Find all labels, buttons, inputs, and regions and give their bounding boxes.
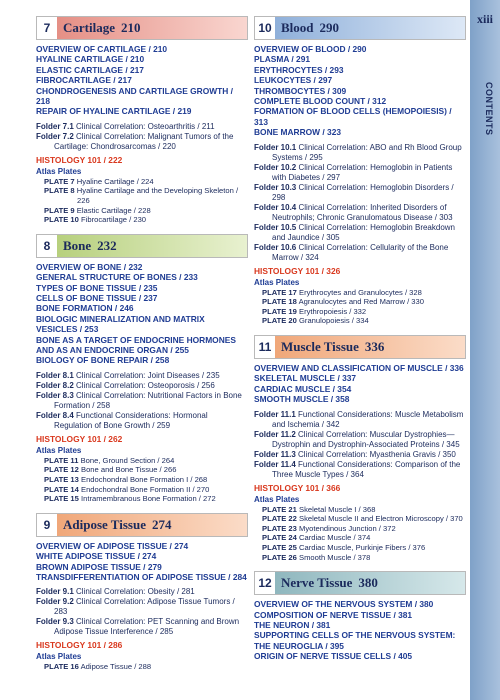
folder-text: Functional Considerations: Muscle Metabolism and Ischemia / 342 (272, 409, 464, 429)
folder-entry[interactable] (36, 371, 248, 381)
plate-label: PLATE 23 (262, 523, 297, 533)
plate-text: Agranulocytes and Red Marrow / 330 (298, 297, 424, 307)
folder-label: Folder 10.3 (254, 182, 297, 192)
plate-text: Myotendinous Junction / 372 (299, 523, 396, 533)
plate-text: Erythropoiesis / 332 (299, 306, 367, 316)
plate-text: Smooth Muscle / 378 (299, 552, 371, 562)
section-link[interactable]: FORMATION OF BLOOD CELLS (HEMOPOIESIS) / 313 (254, 106, 452, 127)
folder-label: Folder 9.2 (36, 597, 74, 607)
plate-entry[interactable] (254, 543, 466, 553)
plate-label: PLATE 17 (262, 287, 297, 297)
chapter-10-header[interactable] (254, 16, 466, 40)
chapter-9-header[interactable] (36, 513, 248, 537)
folder-text: Clinical Correlation: Cellularity of the Bone Marrow / 324 (272, 242, 449, 262)
folder-label: Folder 8.4 (36, 410, 74, 420)
folder-label: Folder 10.1 (254, 142, 297, 152)
contents-label: CONTENTS (484, 82, 494, 136)
plate-entry[interactable] (254, 307, 466, 317)
folder-text: Clinical Correlation: Inherited Disorders of Neutrophils; Chronic Granulomatous Disease / 303 (272, 202, 453, 222)
histology-link[interactable]: HISTOLOGY 101 / 366 (254, 482, 341, 493)
histology-link[interactable]: HISTOLOGY 101 / 262 (36, 433, 123, 444)
section-link[interactable]: REPAIR OF HYALINE CARTILAGE / 219 (36, 106, 192, 117)
plate-entry[interactable] (36, 465, 248, 475)
plate-entry[interactable] (254, 297, 466, 307)
folder-entry[interactable] (36, 587, 248, 597)
atlas-plates-heading: Atlas Plates (254, 277, 300, 287)
page-number: xiii (476, 12, 493, 26)
plate-text: Cardiac Muscle / 374 (299, 533, 371, 543)
plate-text: Adipose Tissue / 288 (80, 662, 152, 672)
folder-text: Clinical Correlation: Hemoglobin Breakdown and Jaundice / 305 (272, 222, 456, 242)
plate-entry[interactable] (254, 524, 466, 534)
atlas-plates-heading: Atlas Plates (36, 652, 82, 662)
plate-entry[interactable] (36, 475, 248, 485)
folder-label: Folder 9.1 (36, 587, 74, 597)
plate-entry[interactable] (254, 514, 466, 524)
section-link[interactable]: TYPES OF BONE TISSUE / 235 (36, 282, 158, 293)
folder-label: Folder 10.6 (254, 242, 297, 252)
section-link[interactable]: CARDIAC MUSCLE / 354 (254, 383, 352, 394)
folder-label: Folder 8.1 (36, 370, 74, 380)
folder-label: Folder 7.2 (36, 131, 74, 141)
folder-label: Folder 11.2 (254, 429, 296, 439)
histology-link[interactable]: HISTOLOGY 101 / 222 (36, 154, 123, 165)
plate-label: PLATE 26 (262, 552, 297, 562)
plate-entry[interactable] (36, 186, 248, 205)
chapter-title-bar (275, 336, 465, 358)
chapter-title: Bone (63, 237, 92, 253)
chapter-number: 7 (37, 21, 57, 35)
section-link[interactable]: THE NEURON / 381 (254, 620, 331, 631)
folder-entry[interactable] (36, 391, 248, 411)
plate-text: Intramembranous Bone Formation / 272 (81, 494, 216, 504)
section-link[interactable]: SMOOTH MUSCLE / 358 (254, 394, 350, 405)
folder-entry[interactable] (254, 143, 466, 163)
plate-text: Endochondral Bone Formation II / 270 (81, 484, 210, 494)
left-column (36, 16, 248, 672)
chapter-number: 12 (255, 576, 275, 590)
plate-text: Erythrocytes and Granulocytes / 328 (299, 287, 422, 297)
chapter-number: 9 (37, 518, 57, 532)
plate-entry[interactable] (254, 288, 466, 298)
plate-label: PLATE 12 (44, 465, 79, 475)
chapter-title: Cartilage (63, 20, 115, 35)
folder-entry[interactable] (36, 122, 248, 132)
section-link[interactable]: OVERVIEW AND CLASSIFICATION OF MUSCLE / 336 (254, 363, 464, 374)
plate-text: Skeletal Muscle I / 368 (299, 504, 376, 514)
folder-label: Folder 11.3 (254, 449, 296, 459)
section-link[interactable]: SUPPORTING CELLS OF THE NERVOUS SYSTEM: THE NEUROGLIA / 395 (254, 630, 456, 651)
folder-text: Clinical Correlation: Muscular Dystrophies—Dystrophin and Dystrophin-Associated Proteins / 345 (272, 429, 460, 449)
section-link[interactable]: THROMBOCYTES / 309 (254, 85, 347, 96)
plate-text: Hyaline Cartilage / 224 (76, 176, 154, 186)
section-link[interactable]: BIOLOGY OF BONE REPAIR / 258 (36, 355, 170, 366)
plate-label: PLATE 13 (44, 475, 79, 485)
contents-sidebar-tab (470, 0, 500, 700)
section-link[interactable]: OVERVIEW OF CARTILAGE / 210 (36, 44, 168, 54)
plate-label: PLATE 18 (262, 297, 297, 307)
chapter-title-bar (275, 17, 465, 39)
folder-label: Folder 11.4 (254, 459, 296, 469)
section-link[interactable]: PLASMA / 291 (254, 54, 311, 65)
plate-text: Bone and Bone Tissue / 266 (81, 465, 177, 475)
section-link[interactable]: WHITE ADIPOSE TISSUE / 274 (36, 551, 157, 562)
folder-text: Clinical Correlation: Joint Diseases / 235 (76, 370, 220, 380)
folder-entry[interactable] (254, 410, 466, 430)
section-link[interactable]: COMPOSITION OF NERVE TISSUE / 381 (254, 609, 413, 620)
plate-entry[interactable] (36, 215, 248, 225)
folder-text: Clinical Correlation: Malignant Tumors of the Cartilage: Chondrosarcomas / 220 (54, 131, 234, 151)
atlas-plates-heading: Atlas Plates (36, 166, 82, 176)
folder-text: Clinical Correlation: Myasthenia Gravis / 350 (298, 449, 456, 459)
section-link[interactable]: ELASTIC CARTILAGE / 217 (36, 64, 144, 75)
section-link[interactable]: OVERVIEW OF BLOOD / 290 (254, 44, 367, 54)
plate-label: PLATE 7 (44, 176, 75, 186)
folder-entry[interactable] (254, 223, 466, 243)
plate-entry[interactable] (36, 206, 248, 216)
chapter-page: 290 (319, 20, 340, 35)
plate-entry[interactable] (36, 456, 248, 466)
folder-text: Clinical Correlation: Obesity / 281 (76, 587, 195, 597)
folder-entry[interactable] (254, 450, 466, 460)
section-link[interactable]: BONE MARROW / 323 (254, 127, 342, 138)
histology-link[interactable]: HISTOLOGY 101 / 286 (36, 640, 123, 651)
plate-text: Elastic Cartilage / 228 (76, 205, 151, 215)
chapter-title-bar (57, 235, 247, 257)
folder-text: Clinical Correlation: Adipose Tissue Tumors / 283 (54, 597, 235, 617)
folder-entry[interactable] (36, 411, 248, 431)
chapter-title-bar (57, 17, 247, 39)
folder-label: Folder 8.3 (36, 390, 74, 400)
plate-label: PLATE 11 (44, 455, 79, 465)
folder-entry[interactable] (254, 430, 466, 450)
folder-text: Clinical Correlation: Nutritional Factors in Bone Formation / 258 (54, 390, 242, 410)
plate-entry[interactable] (36, 494, 248, 504)
plate-text: Cardiac Muscle, Purkinje Fibers / 376 (299, 543, 426, 553)
section-link[interactable]: OVERVIEW OF BONE / 232 (36, 261, 143, 272)
atlas-plates-heading: Atlas Plates (36, 445, 82, 455)
chapter-8-header[interactable] (36, 234, 248, 258)
folder-entry[interactable] (254, 460, 466, 480)
folder-entry[interactable] (36, 132, 248, 152)
plate-label: PLATE 22 (262, 514, 297, 524)
plate-text: Bone, Ground Section / 264 (80, 455, 175, 465)
plate-entry[interactable] (36, 485, 248, 495)
chapter-number: 8 (37, 239, 57, 253)
chapter-page: 210 (120, 20, 141, 35)
section-link[interactable]: CELLS OF BONE TISSUE / 237 (36, 293, 158, 304)
plate-entry[interactable] (36, 662, 248, 672)
plate-label: PLATE 8 (44, 186, 75, 196)
section-link[interactable]: ERYTHROCYTES / 293 (254, 64, 344, 75)
plate-entry[interactable] (254, 533, 466, 543)
plate-text: Granulopoiesis / 334 (299, 316, 369, 326)
folder-label: Folder 9.3 (36, 617, 74, 627)
plate-entry[interactable] (254, 505, 466, 515)
chapter-page: 232 (97, 237, 117, 253)
chapter-page: 336 (364, 339, 385, 355)
folder-text: Clinical Correlation: Hemoglobin in Patients with Diabetes / 297 (272, 162, 453, 182)
section-link[interactable]: CHONDROGENESIS AND CARTILAGE GROWTH / 218 (36, 85, 233, 107)
chapter-number: 11 (255, 340, 275, 354)
chapter-7-header[interactable] (36, 16, 248, 40)
plate-label: PLATE 25 (262, 543, 297, 553)
chapter-11-header[interactable] (254, 335, 466, 359)
folder-entry[interactable] (36, 381, 248, 391)
folder-label: Folder 7.1 (36, 121, 74, 131)
folder-label: Folder 8.2 (36, 380, 74, 390)
section-link[interactable]: HYALINE CARTILAGE / 210 (36, 54, 145, 65)
chapter-title: Nerve Tissue (281, 575, 353, 591)
folder-label: Folder 10.4 (254, 202, 297, 212)
plate-label: PLATE 10 (44, 215, 79, 225)
plate-label: PLATE 21 (262, 504, 297, 514)
folder-text: Functional Considerations: Comparison of the Three Muscle Types / 364 (272, 459, 461, 479)
folder-entry[interactable] (254, 203, 466, 223)
chapter-title-bar (275, 572, 465, 594)
folder-entry[interactable] (36, 617, 248, 637)
section-link[interactable]: LEUKOCYTES / 297 (254, 75, 333, 86)
section-link[interactable]: OVERVIEW OF THE NERVOUS SYSTEM / 380 (254, 599, 434, 610)
chapter-12-header[interactable] (254, 571, 466, 595)
plate-entry[interactable] (254, 553, 466, 563)
plate-label: PLATE 15 (44, 494, 79, 504)
folder-entry[interactable] (254, 163, 466, 183)
folder-entry[interactable] (254, 183, 466, 203)
chapter-title: Blood (281, 20, 314, 35)
histology-link[interactable]: HISTOLOGY 101 / 326 (254, 265, 341, 276)
plate-entry[interactable] (36, 177, 248, 187)
folder-entry[interactable] (36, 597, 248, 617)
chapter-title-bar (57, 514, 247, 536)
plate-entry[interactable] (254, 316, 466, 326)
folder-text: Functional Considerations: Hormonal Regulation of Bone Growth / 259 (54, 410, 208, 430)
section-link[interactable]: BIOLOGIC MINERALIZATION AND MATRIX VESICLES / 253 (36, 313, 205, 335)
section-link[interactable]: BONE FORMATION / 246 (36, 303, 134, 314)
plate-text: Hyaline Cartilage and the Developing Skeleton / 226 (76, 186, 239, 206)
section-link[interactable]: BONE AS A TARGET OF ENDOCRINE HORMONES AND AS AN ENDOCRINE ORGAN / 255 (36, 334, 236, 356)
right-column (254, 16, 466, 662)
section-link[interactable]: ORIGIN OF NERVE TISSUE CELLS / 405 (254, 651, 413, 662)
folder-text: Clinical Correlation: Osteoarthritis / 211 (76, 121, 215, 131)
folder-label: Folder 11.1 (254, 409, 296, 419)
section-link[interactable]: GENERAL STRUCTURE OF BONES / 233 (36, 272, 198, 283)
chapter-number: 10 (255, 21, 275, 35)
plate-label: PLATE 19 (262, 306, 297, 316)
folder-text: Clinical Correlation: ABO and Rh Blood Group Systems / 295 (272, 142, 462, 162)
section-link[interactable]: SKELETAL MUSCLE / 337 (254, 373, 357, 384)
folder-text: Clinical Correlation: Osteoporosis / 256 (76, 380, 215, 390)
chapter-page: 274 (151, 516, 172, 532)
plate-label: PLATE 16 (44, 662, 79, 672)
folder-label: Folder 10.5 (254, 222, 297, 232)
chapter-title: Muscle Tissue (281, 339, 359, 355)
plate-label: PLATE 14 (44, 484, 79, 494)
plate-text: Skeletal Muscle II and Electron Microscopy / 370 (299, 514, 463, 524)
plate-label: PLATE 20 (262, 316, 297, 326)
folder-text: Clinical Correlation: PET Scanning and Brown Adipose Tissue Interference / 285 (54, 617, 240, 637)
folder-label: Folder 10.2 (254, 162, 297, 172)
folder-text: Clinical Correlation: Hemoglobin Disorders / 298 (272, 182, 454, 202)
chapter-page: 380 (358, 575, 378, 591)
folder-entry[interactable] (254, 243, 466, 263)
plate-text: Fibrocartilage / 230 (81, 215, 147, 225)
plate-text: Endochondral Bone Formation I / 268 (81, 475, 208, 485)
plate-label: PLATE 9 (44, 205, 75, 215)
section-link[interactable]: OVERVIEW OF ADIPOSE TISSUE / 274 (36, 540, 189, 551)
chapter-title: Adipose Tissue (63, 516, 146, 532)
section-link[interactable]: BROWN ADIPOSE TISSUE / 279 (36, 561, 162, 572)
section-link[interactable]: FIBROCARTILAGE / 217 (36, 75, 132, 86)
atlas-plates-heading: Atlas Plates (254, 494, 300, 504)
plate-label: PLATE 24 (262, 533, 297, 543)
section-link[interactable]: TRANSDIFFERENTIATION OF ADIPOSE TISSUE / 284 (36, 572, 247, 583)
section-link[interactable]: COMPLETE BLOOD COUNT / 312 (254, 96, 387, 107)
